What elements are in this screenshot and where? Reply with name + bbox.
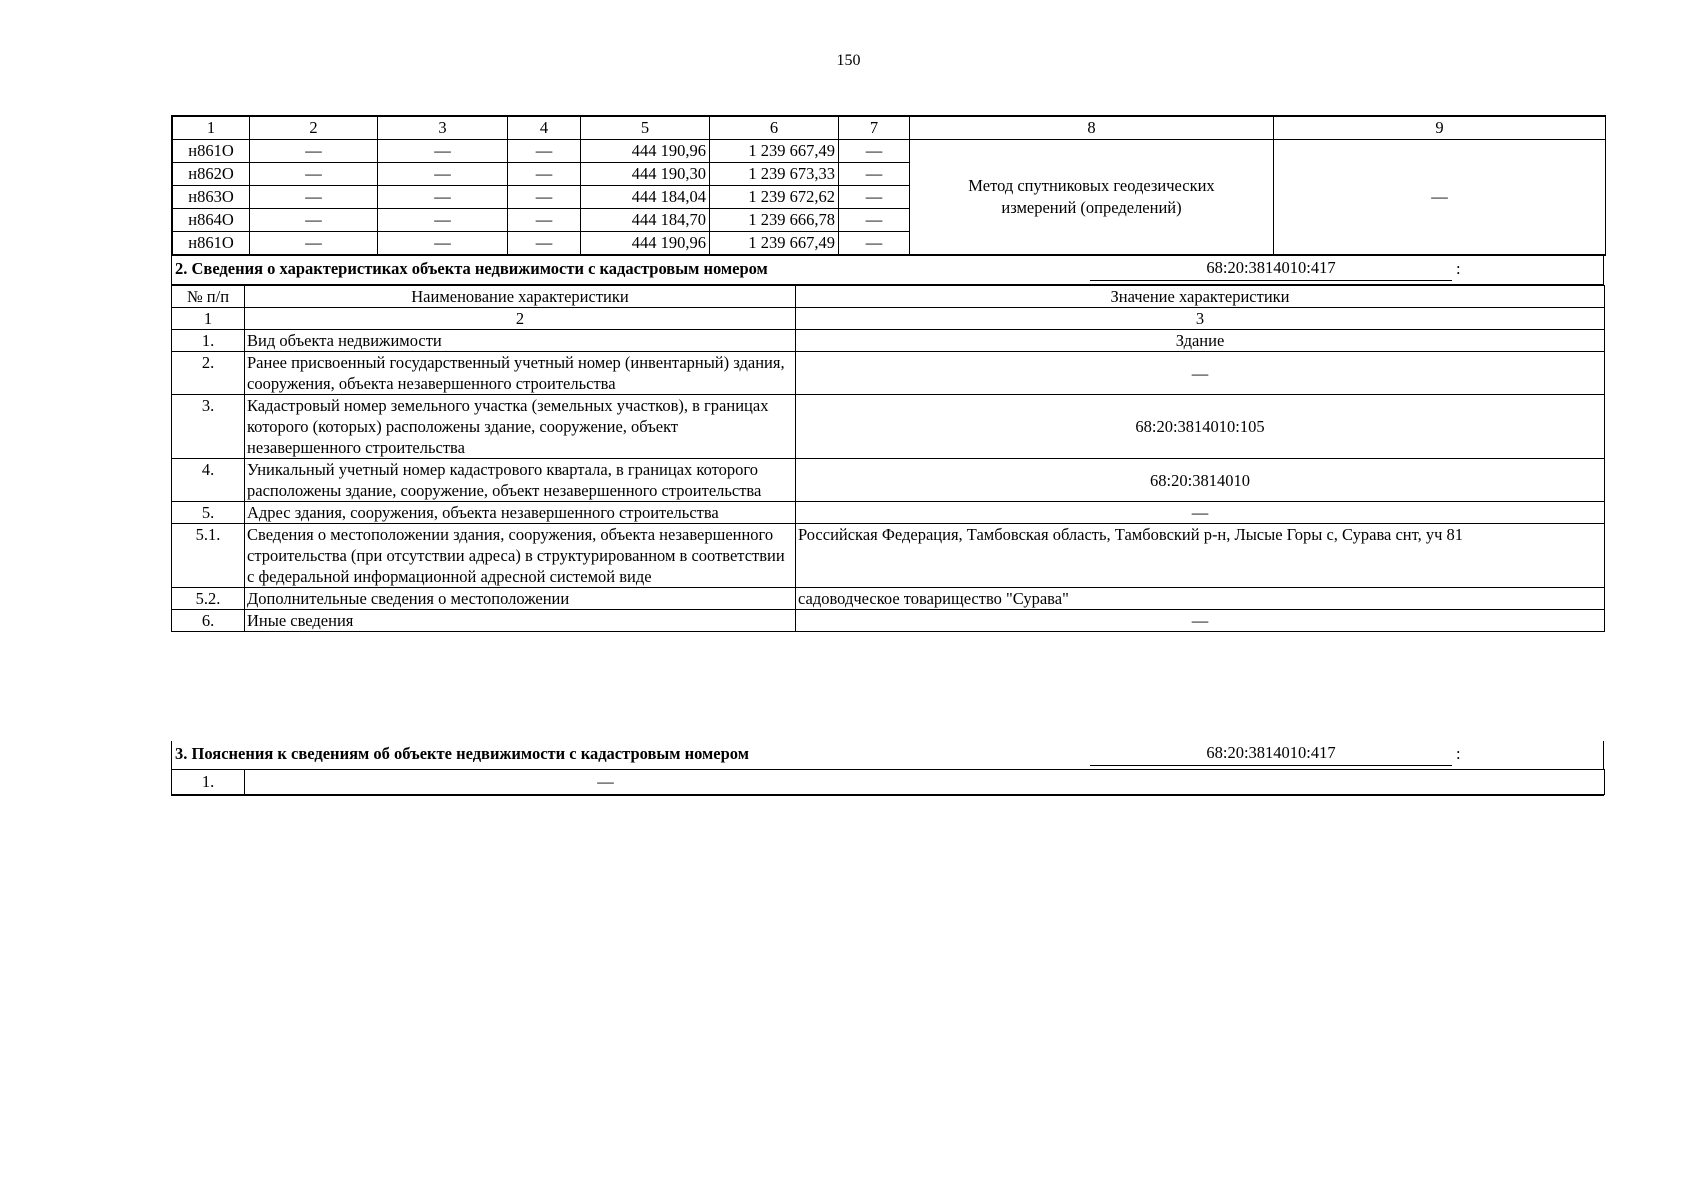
- table-row: [172, 502, 1605, 524]
- cell: —: [839, 209, 910, 232]
- coord-y: 1 239 672,62: [710, 186, 839, 209]
- table-row: [172, 459, 1605, 502]
- coord-y: 1 239 667,49: [710, 232, 839, 255]
- row-number: 4.: [172, 459, 245, 502]
- bottom-rule: [171, 795, 1604, 796]
- characteristic-name: Дополнительные сведения о местоположении: [245, 588, 796, 610]
- characteristic-value: 68:20:3814010:105: [796, 395, 1605, 459]
- coords-header-cell: 4: [508, 117, 581, 140]
- section3-heading: [171, 741, 1604, 770]
- cell: —: [508, 232, 581, 255]
- coord-x: 444 184,04: [581, 186, 710, 209]
- coord-y: 1 239 666,78: [710, 209, 839, 232]
- coord-x: 444 190,30: [581, 163, 710, 186]
- characteristic-value: 68:20:3814010: [796, 459, 1605, 502]
- characteristic-value: —: [796, 502, 1605, 524]
- cell: —: [378, 186, 508, 209]
- coords-header-cell: 8: [910, 117, 1274, 140]
- coord-y: 1 239 667,49: [710, 140, 839, 163]
- coords-header-cell: 7: [839, 117, 910, 140]
- chars-header-cell: № п/п: [172, 286, 245, 308]
- characteristic-name: Уникальный учетный номер кадастрового квартала, в границах которого расположены здание, сооружение, объект незавершенного строительства: [245, 459, 796, 502]
- coord-x: 444 190,96: [581, 140, 710, 163]
- coord-y: 1 239 673,33: [710, 163, 839, 186]
- coords-header-row: [173, 117, 1606, 140]
- row-number: 1.: [172, 770, 245, 795]
- cell: —: [508, 209, 581, 232]
- cell: —: [508, 163, 581, 186]
- chars-colnum-cell: 1: [172, 308, 245, 330]
- cell: —: [839, 186, 910, 209]
- cell: —: [508, 186, 581, 209]
- cell: —: [378, 232, 508, 255]
- coords-header-cell: 1: [173, 117, 250, 140]
- characteristic-value: садоводческое товарищество "Сурава": [796, 588, 1605, 610]
- coords-header-cell: 9: [1274, 117, 1606, 140]
- cell: —: [250, 232, 378, 255]
- cell: —: [839, 232, 910, 255]
- point-name: н862О: [173, 163, 250, 186]
- characteristic-name: Кадастровый номер земельного участка (земельных участков), в границах которого (которых) расположены здание, сооружение, объект незавершенного строительства: [245, 395, 796, 459]
- row-number: 5.: [172, 502, 245, 524]
- point-name: н863О: [173, 186, 250, 209]
- page-number: 150: [836, 52, 861, 69]
- section2-colon: :: [1456, 259, 1461, 278]
- col9-cell: —: [1274, 140, 1606, 255]
- table-row: [172, 610, 1605, 632]
- table-row: [172, 524, 1605, 588]
- cell: —: [250, 163, 378, 186]
- cell: —: [378, 209, 508, 232]
- row-number: 3.: [172, 395, 245, 459]
- cell: —: [250, 209, 378, 232]
- method-cell: Метод спутниковых геодезических измерений (определений): [910, 140, 1274, 255]
- table-row: [172, 395, 1605, 459]
- point-name: н861О: [173, 140, 250, 163]
- cell: —: [250, 186, 378, 209]
- table-row: [173, 140, 1606, 163]
- chars-colnum-row: [172, 308, 1605, 330]
- characteristic-name: Иные сведения: [245, 610, 796, 632]
- row-number: 5.2.: [172, 588, 245, 610]
- cell: —: [378, 163, 508, 186]
- coordinates-table: [171, 115, 1606, 256]
- table-row: [172, 330, 1605, 352]
- row-number: 1.: [172, 330, 245, 352]
- cell: —: [839, 163, 910, 186]
- chars-colnum-cell: 2: [245, 308, 796, 330]
- chars-colnum-cell: 3: [796, 308, 1605, 330]
- coords-header-cell: 6: [710, 117, 839, 140]
- row-number: 2.: [172, 352, 245, 395]
- characteristic-name: Вид объекта недвижимости: [245, 330, 796, 352]
- coords-header-cell: 2: [250, 117, 378, 140]
- cell: —: [378, 140, 508, 163]
- characteristic-name: Ранее присвоенный государственный учетный номер (инвентарный) здания, сооружения, объекта незавершенного строительства: [245, 352, 796, 395]
- characteristic-name: Сведения о местоположении здания, сооружения, объекта незавершенного строительства (при отсутствии адреса) в структурированном в соответствии с федеральной информационной адресной системой виде: [245, 524, 796, 588]
- cell: —: [839, 140, 910, 163]
- section3-cadastral-number: 68:20:3814010:417: [1090, 741, 1452, 766]
- section2-title: 2. Сведения о характеристиках объекта недвижимости с кадастровым номером: [175, 259, 768, 278]
- chars-header-cell: Наименование характеристики: [245, 286, 796, 308]
- table-row: [172, 588, 1605, 610]
- section3-colon: :: [1456, 744, 1461, 763]
- characteristic-value: Здание: [796, 330, 1605, 352]
- characteristic-name: Адрес здания, сооружения, объекта незавершенного строительства: [245, 502, 796, 524]
- section2-heading: [171, 256, 1604, 285]
- notes-table: [171, 769, 1604, 795]
- coords-header-cell: 3: [378, 117, 508, 140]
- section2-cadastral-number: 68:20:3814010:417: [1090, 256, 1452, 281]
- coord-x: 444 190,96: [581, 232, 710, 255]
- chars-header-row: [172, 286, 1605, 308]
- table-row: [172, 352, 1605, 395]
- characteristics-table: [171, 285, 1604, 632]
- point-name: н864О: [173, 209, 250, 232]
- table-row: [172, 770, 1605, 795]
- coords-header-cell: 5: [581, 117, 710, 140]
- coord-x: 444 184,70: [581, 209, 710, 232]
- cell: —: [508, 140, 581, 163]
- chars-header-cell: Значение характеристики: [796, 286, 1605, 308]
- row-number: 6.: [172, 610, 245, 632]
- cell: —: [250, 140, 378, 163]
- section3-title: 3. Пояснения к сведениям об объекте недвижимости с кадастровым номером: [175, 744, 749, 763]
- characteristic-value: —: [796, 610, 1605, 632]
- characteristic-value: Российская Федерация, Тамбовская область, Тамбовский р-н, Лысые Горы с, Сурава снт, уч 81: [796, 524, 1605, 588]
- characteristic-value: —: [796, 352, 1605, 395]
- point-name: н861О: [173, 232, 250, 255]
- note-value: —: [245, 770, 1605, 795]
- row-number: 5.1.: [172, 524, 245, 588]
